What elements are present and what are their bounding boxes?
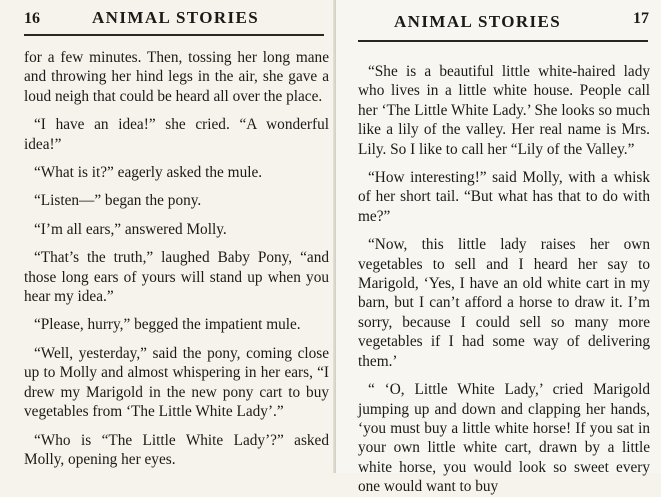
left-running-head: ANIMAL STORIES (92, 8, 260, 27)
paragraph: “Who is “The Little White Lady’?” asked Molly, opening her eyes. (24, 431, 329, 468)
left-page-body (24, 48, 329, 469)
right-page-header (358, 0, 661, 36)
paragraph: “Please, hurry,” begged the impatient mule. (34, 316, 301, 334)
paragraph: “ ‘O, Little White Lady,’ cried Marigold jumping up and down and clapping her hands, ‘you must buy a little white horse! If you sat in your own little white cart, drawn by a little white horse, you would look so sweet every one would want to buy (358, 381, 650, 496)
right-page (336, 0, 661, 496)
paragraph: “Listen—” began the pony. (34, 192, 202, 210)
paragraph: “She is a beautiful little white-haired lady who lives in a little white house. People call her ‘The Little White Lady.’ She looks so much like a lily of the valley. Her real name is Mrs. Lily. So I like to call her “Lily of the Valley.” (358, 63, 650, 158)
paragraph: “Well, yesterday,” said the pony, coming close up to Molly and almost whispering in her ears, “I drew my Marigold in the new pony cart to buy vegetables from ‘The Little White Lady’.” (24, 344, 329, 421)
paragraph: “What is it?” eagerly asked the mule. (34, 164, 263, 182)
left-page (0, 0, 336, 473)
right-header-rule (358, 40, 648, 42)
left-page-number: 16 (24, 10, 40, 27)
paragraph: “How interesting!” said Molly, with a whisk of her short tail. “But what has that to do with me?” (358, 169, 650, 225)
right-running-head: ANIMAL STORIES (394, 12, 562, 31)
paragraph: “I’m all ears,” answered Molly. (34, 220, 227, 238)
left-header-rule (24, 34, 324, 36)
paragraph: “I have an idea!” she cried. “A wonderful idea!” (24, 116, 329, 153)
paragraph: “Now, this little lady raises her own vegetables to sell and I heard her say to Marigold, ‘Yes, I have an old white cart in my barn, but I can’t afford a horse to draw it. I’m sorry, because I could sell so many more vegetables if I had some way of delivering them.’ (358, 236, 650, 370)
paragraph: for a few minutes. Then, tossing her long mane and throwing her hind legs in the air, she gave a loud neigh that could be heard all over the place. (24, 49, 329, 105)
right-page-body (358, 62, 650, 497)
right-page-number: 17 (633, 10, 649, 27)
paragraph: “That’s the truth,” laughed Baby Pony, “and those long ears of yours will stand up when you hear my idea.” (24, 249, 329, 306)
left-page-header (24, 0, 336, 36)
